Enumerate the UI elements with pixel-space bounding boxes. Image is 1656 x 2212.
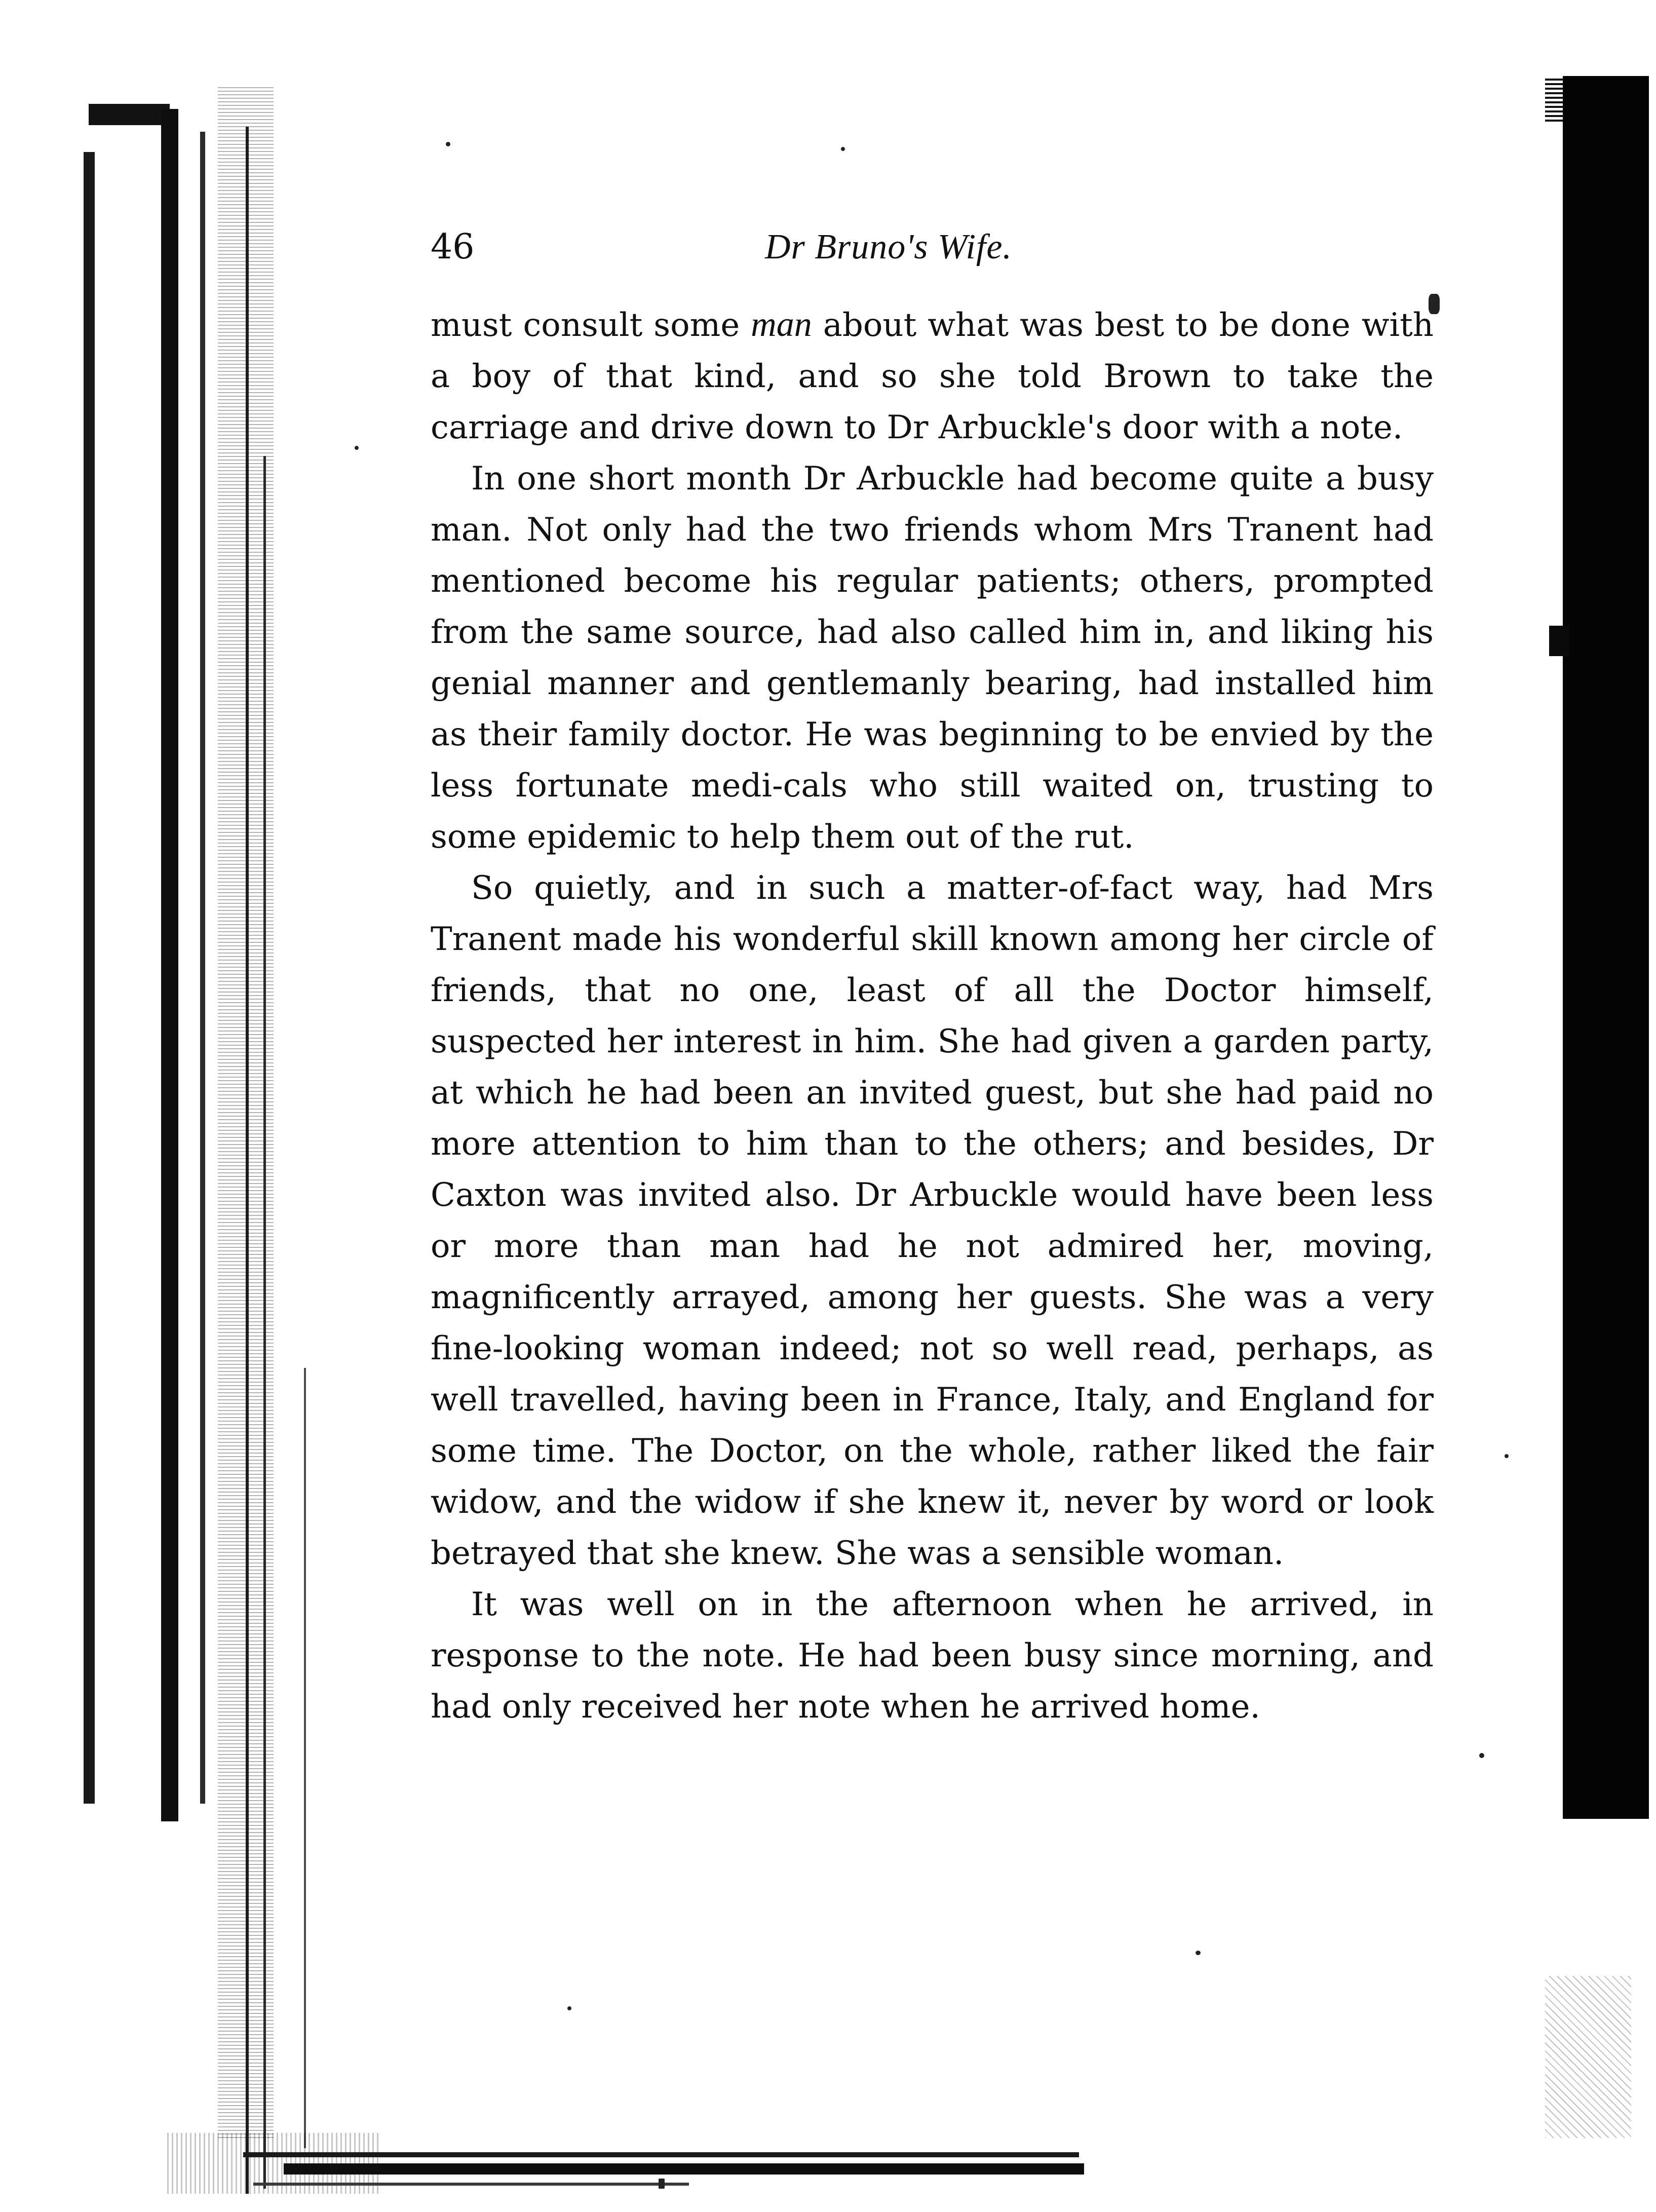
- scan-spine-outer-edge: [84, 152, 95, 1804]
- scan-speck: [355, 446, 359, 450]
- page-number: 46: [431, 227, 475, 267]
- scan-speck: [1505, 1454, 1509, 1458]
- paragraph-1: [431, 299, 1434, 453]
- scan-gutter-line: [246, 127, 249, 2194]
- scan-speck: [1196, 1951, 1201, 1955]
- scan-bottom-edge: [253, 2183, 689, 2186]
- scan-gutter-line: [304, 1368, 306, 2148]
- paragraph-1-emphasis: man: [751, 305, 812, 344]
- scan-speck: [659, 2179, 665, 2189]
- scan-spine-cap: [89, 104, 170, 125]
- scan-right-edge-notch: [1549, 626, 1569, 656]
- body-text: [431, 299, 1434, 1733]
- paragraph-3: So quietly, and in such a matter-of-fact way, had Mrs Tranent made his wonderful skill known among her circle of friends, that no one, least of all the Doctor himself, suspected her interest in him. She had given a garden party, at which he had been an invited guest, but she had paid no more attention to him than to the others; and besides, Dr Caxton was invited also. Dr Arbuckle would have been less or more than man had he not admired her, moving, magnificently arrayed, among her guests. She was a very fine-looking woman indeed; not so well read, perhaps, as well travelled, having been in France, Italy, and England for some time. The Doctor, on the whole, rather liked the fair widow, and the widow if she knew it, never by word or look betrayed that she knew. She was a sensible woman.: [431, 869, 1434, 1572]
- scan-speck: [446, 142, 450, 146]
- paragraph-2: In one short month Dr Arbuckle had become quite a busy man. Not only had the two friends whom Mrs Tranent had mentioned become his regular patients; others, prompted from the same source, had also called him in, and liking his genial manner and gentlemanly bearing, had installed him as their family doctor. He was beginning to be envied by the less fortunate medi-cals who still waited on, trusting to some epidemic to help them out of the rut.: [431, 460, 1434, 856]
- scan-gutter-line: [263, 456, 266, 2189]
- scan-speck: [567, 2006, 571, 2010]
- scan-spine-inner-edge: [200, 132, 205, 1804]
- paragraph-1-part-2: about what was best to be done with a boy of that kind, and so she told Brown to take the carriage and drive down to Dr Arbuckle's door with a note.: [431, 307, 1434, 446]
- paragraph-1-part-1: must consult some: [431, 307, 740, 344]
- paragraph-4: It was well on in the afternoon when he arrived, in response to the note. He had been busy since morning, and had only received her note when he arrived home.: [431, 1586, 1434, 1726]
- scan-right-edge-shadow: [1563, 76, 1649, 1819]
- scan-bottom-edge: [284, 2163, 1084, 2175]
- scan-right-corner-noise: [1545, 1976, 1631, 2138]
- page-header: [431, 218, 1439, 284]
- scan-speck: [1479, 1753, 1484, 1758]
- scan-spine-shadow: [161, 109, 178, 1821]
- running-head: Dr Bruno's Wife.: [765, 227, 1012, 266]
- scan-speck: [841, 147, 845, 151]
- scan-bottom-edge: [243, 2152, 1079, 2157]
